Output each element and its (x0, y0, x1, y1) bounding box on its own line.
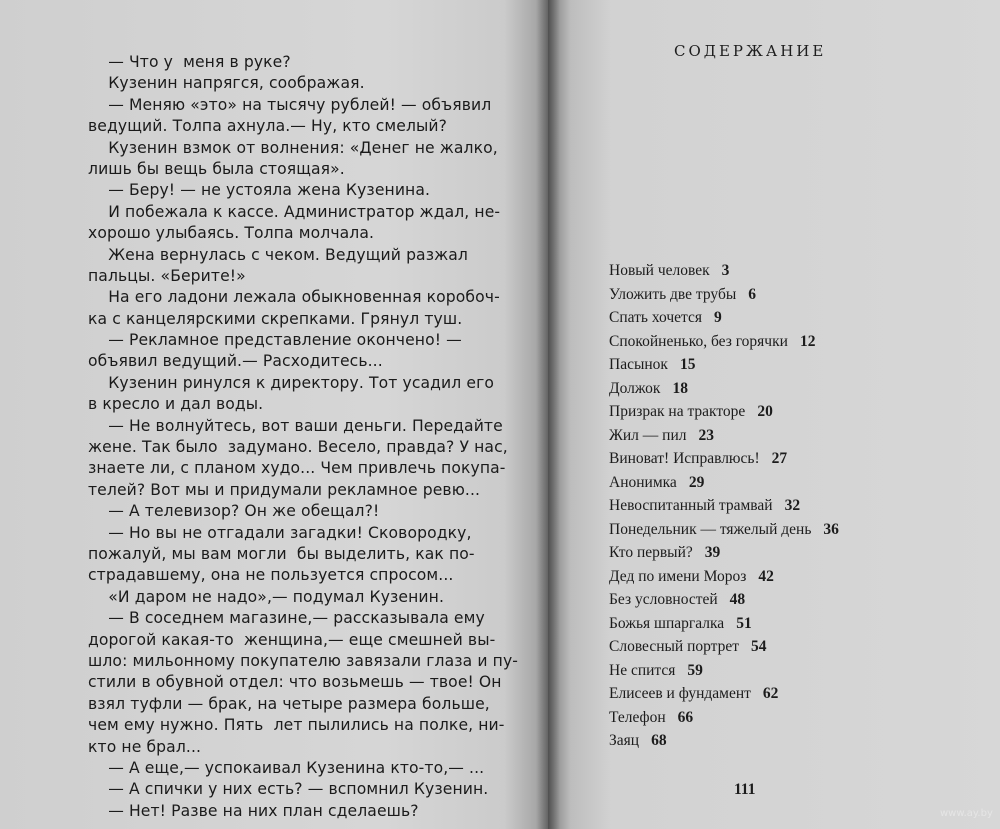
toc-entry (609, 403, 909, 427)
toc-entry-page: 42 (758, 567, 774, 585)
text-line: объявил ведущий.— Расходитесь... (88, 352, 383, 371)
toc-entry (609, 427, 909, 451)
toc-entry-title: Спокойненько, без горячки (609, 332, 788, 350)
text-line: страдавшему, она не пользуется спросом... (88, 566, 454, 585)
toc-entry-title: Словесный портрет (609, 638, 740, 655)
toc-entry (609, 591, 909, 615)
toc-entry (609, 497, 909, 521)
text-line: — А телевизор? Он же обещал?! (88, 502, 380, 521)
text-line: жене. Так было задумано. Весело, правда? У нас, (88, 438, 508, 457)
toc-entry-page: 18 (672, 379, 688, 397)
text-line: Кузенин ринулся к директору. Тот усадил его (88, 373, 495, 392)
toc-entry-page: 15 (679, 356, 696, 373)
toc-entry-page: 20 (757, 403, 773, 420)
text-line: — Нет! Разве на них план сделаешь? (88, 801, 419, 820)
text-line: — Но вы не отгадали загадки! Сковородку, (88, 523, 472, 542)
toc-entry (609, 568, 909, 592)
toc-entry-page: 23 (698, 426, 714, 444)
toc-entry-title: Дед по имени Мороз (609, 567, 747, 585)
toc-entry (609, 544, 909, 568)
toc-entry-page: 48 (729, 591, 746, 608)
toc-entry-page: 9 (714, 309, 722, 326)
toc-entry (609, 333, 909, 357)
toc-entry-page: 62 (762, 685, 779, 702)
text-line: ведущий. Толпа ахнула.— Ну, кто смелый? (88, 117, 448, 136)
toc-entry-page: 54 (751, 638, 767, 655)
text-line: стили в обувной отдел: что возьмешь — твое! Он (88, 673, 502, 692)
toc-entry-title: Заяц (609, 732, 640, 749)
text-line: пальцы. «Берите!» (88, 266, 246, 285)
toc-entry-page: 32 (784, 497, 801, 514)
toc-entry-title: Божья шпаргалка (609, 614, 725, 632)
text-line: Кузенин напрягся, соображая. (88, 74, 365, 93)
toc-entry (609, 262, 909, 286)
toc-entry-title: Невоспитанный трамвай (609, 497, 773, 514)
text-line: — Меняю «это» на тысячу рублей! — объявил (88, 95, 492, 114)
toc-entry-title: Елисеев и фундамент (609, 685, 751, 702)
toc-entry-page: 59 (687, 661, 703, 679)
toc-entry (609, 309, 909, 333)
text-line: — А еще,— успокаивал Кузенина кто-то,— ... (88, 758, 485, 777)
text-line: чем ему нужно. Пять лет пылились на полке, ни- (88, 716, 505, 735)
text-line: На его ладони лежала обыкновенная коробоч- (88, 288, 500, 307)
toc-entry-title: Телефон (609, 708, 666, 726)
toc-entry (609, 380, 909, 404)
toc-entry-title: Новый человек (609, 262, 710, 279)
text-line: хорошо улыбаясь. Толпа молчала. (88, 224, 375, 243)
toc-entry-title: Пасынок (609, 356, 668, 373)
text-line: Жена вернулась с чеком. Ведущий разжал (88, 245, 468, 264)
toc-entry-title: Спать хочется (609, 309, 702, 326)
toc-entry (609, 474, 909, 498)
table-of-contents (609, 262, 909, 756)
text-line: — Рекламное представление окончено! — (88, 331, 462, 350)
toc-entry (609, 638, 909, 662)
text-line: — Не волнуйтесь, вот ваши деньги. Передайте (88, 416, 503, 435)
story-text (88, 52, 540, 822)
text-line: знаете ли, с планом худо... Чем привлечь покупа- (88, 459, 506, 478)
text-line: — Что у меня в руке? (88, 53, 291, 71)
toc-entry-title: Кто первый? (609, 544, 693, 561)
text-line: лишь бы вещь была стоящая». (88, 159, 345, 178)
page-number: 111 (734, 781, 756, 798)
toc-entry-title: Понедельник — тяжелый день (609, 520, 812, 538)
toc-entry-title: Без условностей (609, 591, 718, 608)
toc-entry-page: 3 (721, 262, 730, 279)
text-line: ка с канцелярскими скрепками. Грянул туш. (88, 309, 463, 328)
toc-entry-page: 29 (688, 473, 705, 491)
toc-entry-page: 68 (651, 732, 667, 749)
toc-entry-page: 51 (736, 614, 752, 632)
toc-entry (609, 521, 909, 545)
toc-entry (609, 450, 909, 474)
toc-entry-page: 12 (799, 332, 816, 350)
toc-entry-page: 36 (823, 520, 839, 538)
text-line: кто не брал... (88, 737, 202, 756)
text-line: — А спички у них есть? — вспомнил Кузенин. (88, 780, 489, 799)
text-line: — В соседнем магазине,— рассказывала ему (88, 609, 485, 628)
toc-entry-title: Анонимка (609, 473, 677, 491)
text-line: взял туфли — брак, на четыре размера больше, (88, 694, 490, 713)
text-line: Кузенин взмок от волнения: «Денег не жалко, (88, 138, 498, 157)
toc-entry (609, 356, 909, 380)
toc-entry-title: Должок (609, 379, 661, 397)
toc-entry-title: Жил — пил (609, 426, 687, 444)
text-line: телей? Вот мы и придумали рекламное ревю... (88, 480, 481, 499)
toc-entry-title: Уложить две трубы (609, 285, 737, 303)
text-line: в кресло и дал воды. (88, 395, 264, 414)
toc-entry (609, 685, 909, 709)
text-line: дорогой какая-то женщина,— еще смешней вы- (88, 630, 496, 649)
toc-entry-page: 39 (704, 544, 721, 561)
toc-entry (609, 615, 909, 639)
watermark: www.ay.by (940, 808, 993, 819)
contents-heading: СОДЕРЖАНИЕ (674, 42, 827, 60)
toc-entry (609, 709, 909, 733)
text-line: «И даром не надо»,— подумал Кузенин. (88, 587, 445, 606)
toc-entry-page: 27 (771, 450, 788, 467)
toc-entry (609, 662, 909, 686)
toc-entry-title: Не спится (609, 661, 676, 679)
toc-entry-page: 66 (677, 708, 694, 726)
toc-entry (609, 286, 909, 310)
text-line: шло: мильонному покупателю завязали глаза и пу- (88, 651, 519, 670)
text-line: пожалуй, мы вам могли бы выделить, как по- (88, 544, 475, 563)
toc-entry-title: Виноват! Исправлюсь! (609, 450, 760, 467)
book-gutter (536, 0, 560, 829)
text-line: И побежала к кассе. Администратор ждал, не- (88, 202, 501, 221)
toc-entry-page: 6 (748, 285, 757, 303)
toc-entry (609, 732, 909, 756)
toc-entry-title: Призрак на тракторе (609, 403, 746, 420)
text-line: — Беру! — не устояла жена Кузенина. (88, 181, 431, 200)
